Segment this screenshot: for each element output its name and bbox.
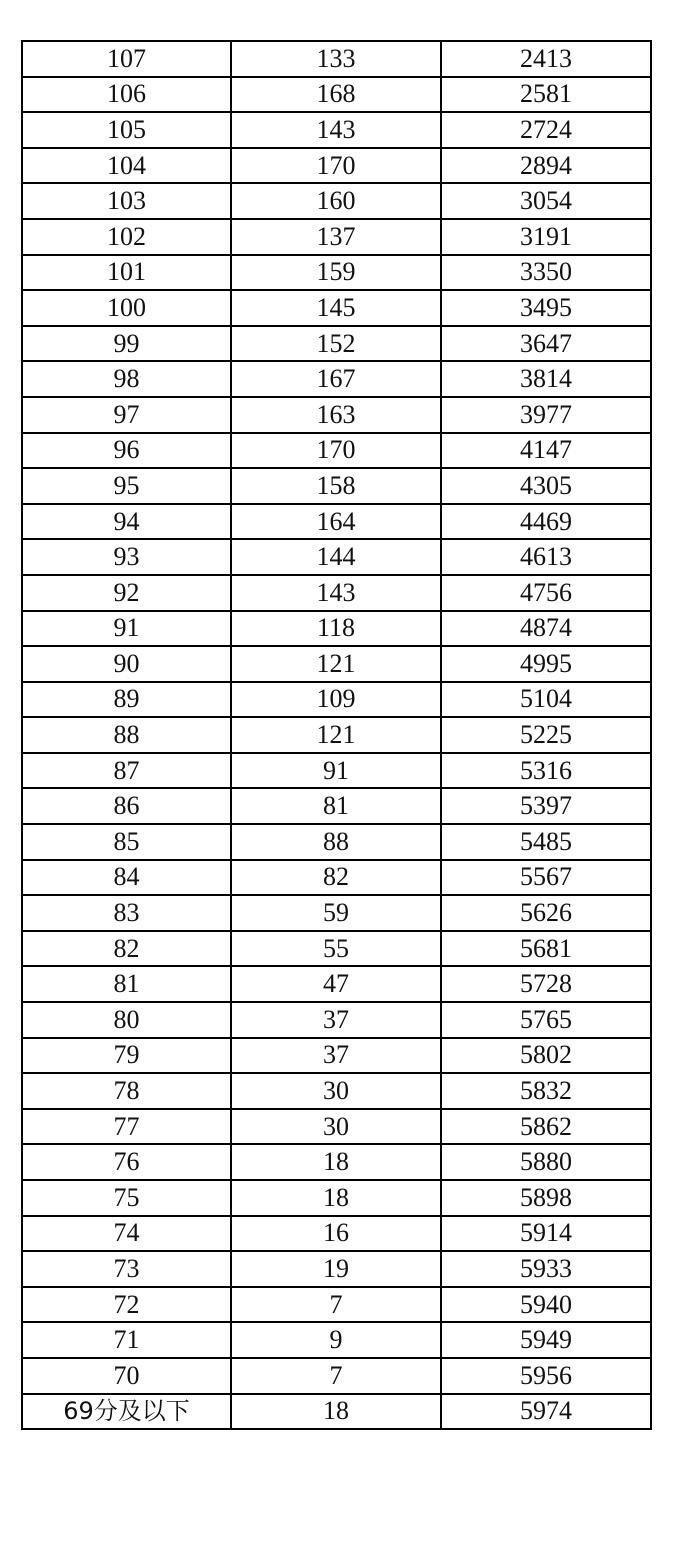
cumulative-count-cell: 5728	[441, 966, 651, 1002]
table-row	[22, 1358, 651, 1394]
cumulative-count-cell: 5567	[441, 860, 651, 896]
score-cell: 93	[22, 539, 231, 575]
count-cell: 159	[231, 255, 441, 291]
cumulative-count-cell: 3054	[441, 183, 651, 219]
score-cell: 72	[22, 1287, 231, 1323]
count-cell: 137	[231, 219, 441, 255]
cumulative-count-cell: 5397	[441, 788, 651, 824]
table-row	[22, 1322, 651, 1358]
score-cell: 98	[22, 361, 231, 397]
table-row	[22, 397, 651, 433]
cumulative-count-cell: 2413	[441, 41, 651, 77]
count-cell: 164	[231, 504, 441, 540]
score-cell: 75	[22, 1180, 231, 1216]
score-cell: 101	[22, 255, 231, 291]
count-cell: 9	[231, 1322, 441, 1358]
cumulative-count-cell: 4874	[441, 611, 651, 647]
table-row	[22, 468, 651, 504]
cumulative-count-cell: 4756	[441, 575, 651, 611]
score-cell: 83	[22, 895, 231, 931]
table-row	[22, 788, 651, 824]
score-cell: 78	[22, 1073, 231, 1109]
score-cell: 80	[22, 1002, 231, 1038]
score-cell: 86	[22, 788, 231, 824]
score-cell: 77	[22, 1109, 231, 1145]
table-row	[22, 219, 651, 255]
score-cell: 105	[22, 112, 231, 148]
count-cell: 152	[231, 326, 441, 362]
score-cell: 89	[22, 682, 231, 718]
cumulative-count-cell: 5225	[441, 717, 651, 753]
table-row	[22, 611, 651, 647]
count-cell: 7	[231, 1287, 441, 1323]
score-cell: 69分及以下	[22, 1394, 231, 1430]
count-cell: 30	[231, 1073, 441, 1109]
cumulative-count-cell: 4995	[441, 646, 651, 682]
cumulative-count-cell: 2894	[441, 148, 651, 184]
score-cell: 88	[22, 717, 231, 753]
count-cell: 18	[231, 1394, 441, 1430]
table-row	[22, 1394, 651, 1430]
table-row	[22, 575, 651, 611]
score-cell: 95	[22, 468, 231, 504]
cumulative-count-cell: 5832	[441, 1073, 651, 1109]
count-cell: 18	[231, 1180, 441, 1216]
cumulative-count-cell: 5862	[441, 1109, 651, 1145]
cumulative-count-cell: 4147	[441, 433, 651, 469]
score-cell: 106	[22, 77, 231, 113]
table-row	[22, 966, 651, 1002]
count-cell: 144	[231, 539, 441, 575]
count-cell: 55	[231, 931, 441, 967]
score-cell: 102	[22, 219, 231, 255]
cumulative-count-cell: 3495	[441, 290, 651, 326]
cumulative-count-cell: 5316	[441, 753, 651, 789]
cumulative-count-cell: 5898	[441, 1180, 651, 1216]
score-cell: 85	[22, 824, 231, 860]
score-cell: 71	[22, 1322, 231, 1358]
table-row	[22, 112, 651, 148]
count-cell: 143	[231, 575, 441, 611]
table-row	[22, 290, 651, 326]
score-cell: 91	[22, 611, 231, 647]
table-row	[22, 682, 651, 718]
table-row	[22, 1038, 651, 1074]
cumulative-count-cell: 3814	[441, 361, 651, 397]
count-cell: 91	[231, 753, 441, 789]
cumulative-count-cell: 5681	[441, 931, 651, 967]
cumulative-count-cell: 4469	[441, 504, 651, 540]
cumulative-count-cell: 5802	[441, 1038, 651, 1074]
table-row	[22, 1073, 651, 1109]
score-cell: 82	[22, 931, 231, 967]
table-row	[22, 539, 651, 575]
score-cell: 79	[22, 1038, 231, 1074]
count-cell: 81	[231, 788, 441, 824]
table-row	[22, 183, 651, 219]
cumulative-count-cell: 2724	[441, 112, 651, 148]
count-cell: 167	[231, 361, 441, 397]
count-cell: 37	[231, 1038, 441, 1074]
count-cell: 133	[231, 41, 441, 77]
count-cell: 47	[231, 966, 441, 1002]
cumulative-count-cell: 3350	[441, 255, 651, 291]
table-row	[22, 1287, 651, 1323]
table-row	[22, 1251, 651, 1287]
count-cell: 16	[231, 1216, 441, 1252]
score-cell: 70	[22, 1358, 231, 1394]
cumulative-count-cell: 3191	[441, 219, 651, 255]
table-row	[22, 753, 651, 789]
cumulative-count-cell: 5626	[441, 895, 651, 931]
count-cell: 37	[231, 1002, 441, 1038]
cumulative-count-cell: 5765	[441, 1002, 651, 1038]
cumulative-count-cell: 5974	[441, 1394, 651, 1430]
table-row	[22, 41, 651, 77]
score-distribution-table	[21, 40, 652, 1430]
score-cell: 104	[22, 148, 231, 184]
count-cell: 160	[231, 183, 441, 219]
cumulative-count-cell: 5104	[441, 682, 651, 718]
table-row	[22, 1109, 651, 1145]
count-cell: 121	[231, 717, 441, 753]
count-cell: 7	[231, 1358, 441, 1394]
score-cell: 84	[22, 860, 231, 896]
count-cell: 18	[231, 1144, 441, 1180]
count-cell: 121	[231, 646, 441, 682]
count-cell: 163	[231, 397, 441, 433]
table-row	[22, 717, 651, 753]
score-cell: 92	[22, 575, 231, 611]
table-row	[22, 860, 651, 896]
cumulative-count-cell: 5940	[441, 1287, 651, 1323]
count-cell: 109	[231, 682, 441, 718]
table-row	[22, 361, 651, 397]
cumulative-count-cell: 3977	[441, 397, 651, 433]
count-cell: 170	[231, 433, 441, 469]
score-cell: 99	[22, 326, 231, 362]
table-row	[22, 895, 651, 931]
table-row	[22, 1002, 651, 1038]
cumulative-count-cell: 5956	[441, 1358, 651, 1394]
table-row	[22, 326, 651, 362]
table-row	[22, 1216, 651, 1252]
cumulative-count-cell: 4613	[441, 539, 651, 575]
count-cell: 19	[231, 1251, 441, 1287]
cumulative-count-cell: 5949	[441, 1322, 651, 1358]
cumulative-count-cell: 5933	[441, 1251, 651, 1287]
count-cell: 143	[231, 112, 441, 148]
table-row	[22, 1144, 651, 1180]
score-cell: 81	[22, 966, 231, 1002]
score-cell: 96	[22, 433, 231, 469]
cumulative-count-cell: 4305	[441, 468, 651, 504]
count-cell: 59	[231, 895, 441, 931]
count-cell: 145	[231, 290, 441, 326]
table-row	[22, 433, 651, 469]
table-row	[22, 931, 651, 967]
table-row	[22, 646, 651, 682]
count-cell: 82	[231, 860, 441, 896]
cumulative-count-cell: 5880	[441, 1144, 651, 1180]
table-row	[22, 504, 651, 540]
cumulative-count-cell: 2581	[441, 77, 651, 113]
score-cell: 90	[22, 646, 231, 682]
count-cell: 30	[231, 1109, 441, 1145]
score-cell: 74	[22, 1216, 231, 1252]
score-cell: 107	[22, 41, 231, 77]
score-cell: 100	[22, 290, 231, 326]
score-cell: 97	[22, 397, 231, 433]
table-row	[22, 77, 651, 113]
table-row	[22, 255, 651, 291]
cumulative-count-cell: 5485	[441, 824, 651, 860]
count-cell: 118	[231, 611, 441, 647]
table-body	[22, 41, 651, 1429]
table-row	[22, 1180, 651, 1216]
score-cell: 73	[22, 1251, 231, 1287]
cumulative-count-cell: 5914	[441, 1216, 651, 1252]
count-cell: 88	[231, 824, 441, 860]
score-cell: 87	[22, 753, 231, 789]
count-cell: 168	[231, 77, 441, 113]
table-row	[22, 148, 651, 184]
cumulative-count-cell: 3647	[441, 326, 651, 362]
score-cell: 76	[22, 1144, 231, 1180]
table-row	[22, 824, 651, 860]
count-cell: 170	[231, 148, 441, 184]
score-cell: 103	[22, 183, 231, 219]
score-cell: 94	[22, 504, 231, 540]
count-cell: 158	[231, 468, 441, 504]
